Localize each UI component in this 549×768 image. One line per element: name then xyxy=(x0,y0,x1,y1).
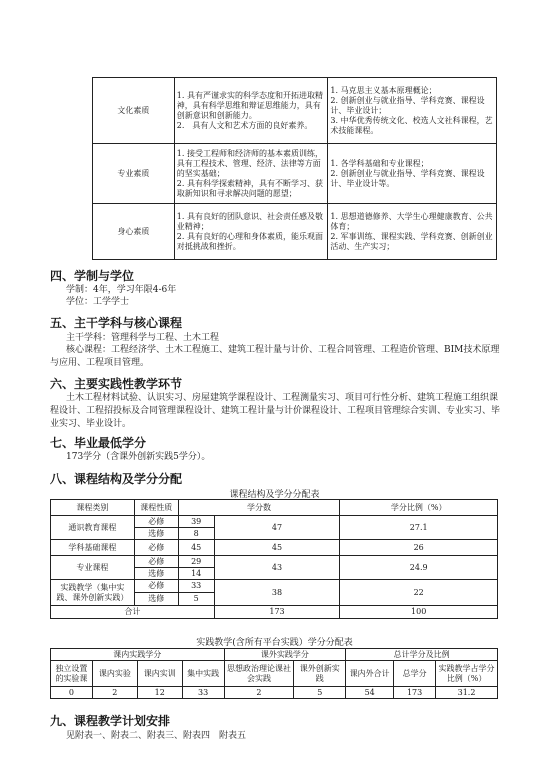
table-row xyxy=(51,687,498,699)
table-header-row xyxy=(51,500,498,516)
practice-table xyxy=(50,648,498,699)
credit-cell: 14 xyxy=(178,568,214,580)
goal-text: 2. 具有科学探索精神，具有不断学习、获取新知识和寻求解决问题的愿望； xyxy=(176,178,323,198)
quality-courses xyxy=(328,204,497,260)
table-row xyxy=(51,580,498,593)
group-header-cell: 课外实践学分 xyxy=(224,649,346,661)
quality-courses xyxy=(328,144,497,204)
paragraph: 主干学科：管理科学与工程、土木工程 xyxy=(66,333,220,343)
credit-cell: 8 xyxy=(178,528,214,540)
value-cell: 5 xyxy=(294,687,346,699)
header-cell: 学分比例（%） xyxy=(340,500,498,516)
quality-row xyxy=(93,144,497,204)
paragraph: 学位：工学学士 xyxy=(66,297,130,307)
goal-text: 1. 具有良好的团队意识、社会责任感及敬业精神； xyxy=(176,211,323,231)
section-heading: 五、主干学科与核心课程 xyxy=(50,316,183,330)
course-text: 1. 各学科基础和专业课程； xyxy=(330,158,429,168)
header-cell: 思想政治理论课社会实践 xyxy=(224,661,294,687)
credit-cell: 5 xyxy=(178,593,214,606)
quality-row xyxy=(93,204,497,260)
quality-name: 文化素质 xyxy=(93,78,175,144)
paragraph: 核心课程：工程经济学、土木工程施工、建筑工程计量与计价、工程合同管理、工程造价管理、BIM技术原理与应用、工程项目管理。 xyxy=(50,345,500,368)
course-text: 1. 思想道德修养、大学生心理健康教育、公共体育； xyxy=(330,211,493,231)
header-cell: 独立设置的实验课 xyxy=(51,661,93,687)
goal-text: 1. 具有严谨求实的科学态度和开拓进取精神，具有科学思维和辩证思维能力，具有创新意识和创新能力。 xyxy=(176,90,323,120)
category-cell: 学科基础课程 xyxy=(51,540,135,556)
ratio-cell: 22 xyxy=(340,580,498,606)
quality-name: 身心素质 xyxy=(93,204,175,260)
table-caption: 实践教学(含所有平台实践）学分分配表 xyxy=(196,638,353,648)
total-cell: 45 xyxy=(214,540,340,556)
quality-goals xyxy=(174,144,328,204)
quality-row xyxy=(93,78,497,144)
type-cell: 必修 xyxy=(134,516,178,528)
credit-table xyxy=(50,499,498,619)
group-header-cell: 课内实践学分 xyxy=(51,649,225,661)
section-heading: 四、学制与学位 xyxy=(50,269,135,283)
header-cell: 集中实践 xyxy=(182,661,224,687)
table-header-row xyxy=(51,661,498,687)
type-cell: 选修 xyxy=(134,528,178,540)
group-header-row xyxy=(51,649,498,661)
value-cell: 12 xyxy=(137,687,182,699)
header-cell: 总学分 xyxy=(394,661,436,687)
table-caption: 课程结构及学分分配表 xyxy=(229,490,320,500)
category-cell: 实践教学（集中实践、课外创新实践） xyxy=(51,580,135,606)
course-text: 1. 马克思主义基本原理概论； xyxy=(330,85,437,95)
value-cell: 0 xyxy=(51,687,93,699)
value-cell: 2 xyxy=(224,687,294,699)
course-text: 3. 中华优秀传统文化、校选人文社科课程，艺术技能课程。 xyxy=(330,115,493,135)
type-cell: 必修 xyxy=(134,556,178,568)
total-cell: 43 xyxy=(214,556,340,580)
table-row xyxy=(51,540,498,556)
header-cell: 实践教学占学分比例（%） xyxy=(436,661,498,687)
header-cell: 课程类别 xyxy=(51,500,135,516)
header-cell: 课内外合计 xyxy=(346,661,394,687)
paragraph: 土木工程材料试验、认识实习、房屋建筑学课程设计、工程测量实习、项目可行性分析、建筑工程施工组织课程设计、工程招投标及合同管理课程设计、建筑工程计量与计价课程设计、工程项目管理综合实训、专业实习、毕业实习、毕业设计。 xyxy=(50,393,501,429)
type-cell: 选修 xyxy=(134,568,178,580)
paragraph: 173学分（含课外创新实践5学分）。 xyxy=(66,452,211,462)
goal-text: 2. 具有人文和艺术方面的良好素养。 xyxy=(176,120,313,130)
type-cell: 必修 xyxy=(134,580,178,593)
group-header-cell: 总计学分及比例 xyxy=(346,649,498,661)
type-cell: 选修 xyxy=(134,593,178,606)
value-cell: 31.2 xyxy=(436,687,498,699)
value-cell: 33 xyxy=(182,687,224,699)
section-heading: 六、主要实践性教学环节 xyxy=(50,377,183,391)
goal-text: 2. 具有良好的心理和身体素质，能乐观面对抵挑战和挫折。 xyxy=(176,231,323,251)
course-text: 2. 军事训练、课程实践、学科竞赛、创新创业活动、生产实习； xyxy=(330,231,493,251)
credit-cell: 33 xyxy=(178,580,214,593)
table-sum-row xyxy=(51,606,498,619)
quality-table xyxy=(92,77,497,260)
ratio-cell: 24.9 xyxy=(340,556,498,580)
quality-goals xyxy=(174,78,328,144)
header-cell: 课内实验 xyxy=(92,661,137,687)
value-cell: 2 xyxy=(92,687,137,699)
section-heading: 九、课程教学计划安排 xyxy=(50,714,171,728)
credit-cell: 39 xyxy=(178,516,214,528)
category-cell: 通识教育课程 xyxy=(51,516,135,540)
sum-credits: 173 xyxy=(214,606,340,619)
quality-name: 专业素质 xyxy=(93,144,175,204)
paragraph: 见附表一、附表二、附表三、附表四 附表五 xyxy=(66,731,247,741)
goal-text: 1. 接受工程师和经济师的基本素质训练，具有工程技术、管理、经济、法律等方面的坚实基础； xyxy=(176,148,323,178)
total-cell: 47 xyxy=(214,516,340,540)
credit-cell: 29 xyxy=(178,556,214,568)
total-cell: 38 xyxy=(214,580,340,606)
type-cell: 必修 xyxy=(134,540,178,556)
sum-label: 合计 xyxy=(51,606,215,619)
header-cell: 课外创新实践 xyxy=(294,661,346,687)
category-cell: 专业课程 xyxy=(51,556,135,580)
ratio-cell: 26 xyxy=(340,540,498,556)
table-row xyxy=(51,556,498,568)
quality-courses xyxy=(328,78,497,144)
value-cell: 173 xyxy=(394,687,436,699)
header-cell: 学分数 xyxy=(178,500,340,516)
section-heading: 七、毕业最低学分 xyxy=(50,436,147,450)
sum-ratio: 100 xyxy=(340,606,498,619)
quality-goals xyxy=(174,204,328,260)
course-text: 2. 创新创业与就业指导、学科竞赛、课程设计、毕业设计； xyxy=(330,95,485,115)
section-heading: 八、课程结构及学分分配 xyxy=(50,472,183,486)
course-text: 2. 创新创业与就业指导、学科竞赛、课程设计、毕业设计等。 xyxy=(330,168,485,188)
credit-cell: 45 xyxy=(178,540,214,556)
table-row xyxy=(51,516,498,528)
ratio-cell: 27.1 xyxy=(340,516,498,540)
header-cell: 课程性质 xyxy=(134,500,178,516)
header-cell: 课内实训 xyxy=(137,661,182,687)
value-cell: 54 xyxy=(346,687,394,699)
paragraph: 学制：4年，学习年限4-6年 xyxy=(66,285,177,295)
